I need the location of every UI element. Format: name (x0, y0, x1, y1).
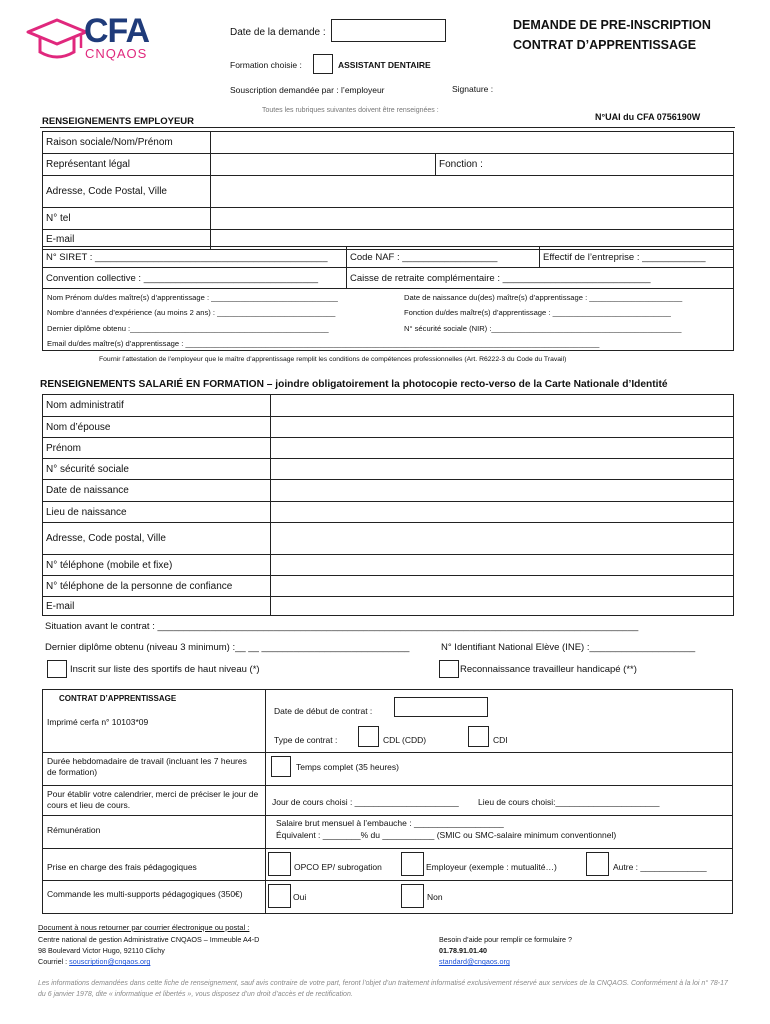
standard-link[interactable]: standard@cnqaos.org (439, 957, 510, 966)
salarie-label: E-mail (43, 597, 271, 616)
maitre-fonction[interactable]: Fonction du/des maître(s) d’apprentissage : ____________________________ (404, 308, 671, 317)
autre-checkbox[interactable] (586, 852, 609, 876)
date-debut-label: Date de début de contrat : (274, 706, 373, 716)
salarie-label: Nom administratif (43, 395, 271, 417)
employeur-checkbox[interactable] (401, 852, 424, 876)
salarie-input[interactable] (271, 555, 734, 576)
title-line2: CONTRAT D’APPRENTISSAGE (513, 38, 697, 52)
uai-number: N°UAI du CFA 0756190W (595, 112, 701, 122)
courriel-line (38, 957, 150, 966)
calendrier-label: Pour établir votre calendrier, merci de préciser le jour de cours et lieu de cours. (47, 789, 259, 810)
autre-field[interactable]: Autre : ______________ (613, 862, 707, 872)
email-label: E-mail (43, 230, 211, 250)
convention-field[interactable]: Convention collective : _________________________________ (43, 268, 347, 289)
temps-complet-checkbox[interactable] (271, 756, 291, 777)
maitre-email[interactable]: Email du/des maître(s) d’apprentissage : __________________________________________________________________________________________________ (47, 339, 600, 348)
ine-field[interactable]: N° Identifiant National Elève (INE) :____________________ (441, 642, 696, 653)
oui-label: Oui (293, 892, 307, 902)
salarie-label: N° sécurité sociale (43, 459, 271, 480)
cdi-checkbox[interactable] (468, 726, 489, 747)
salarie-input[interactable] (271, 523, 734, 555)
date-input[interactable] (331, 19, 446, 42)
type-contrat-label: Type de contrat : (274, 735, 338, 745)
diplome-field[interactable]: Dernier diplôme obtenu (niveau 3 minimum) :__ __ ____________________________ (45, 642, 410, 653)
street-address: 98 Boulevard Victor Hugo, 92110 Clichy (38, 946, 165, 955)
maitre-experience[interactable]: Nombre d’années d’expérience (au moins 2 ans) : ____________________________ (47, 308, 336, 317)
effectif-field[interactable]: Effectif de l’entreprise : ____________ (540, 247, 734, 268)
cfa-logo (26, 14, 171, 64)
notice: Toutes les rubriques suivantes doivent être renseignées : (262, 107, 439, 114)
salarie-label: Lieu de naissance (43, 502, 271, 523)
salarie-input[interactable] (271, 438, 734, 459)
employer-table-2 (42, 246, 734, 289)
contrat-title: CONTRAT D’APPRENTISSAGE (59, 694, 177, 703)
oui-checkbox[interactable] (268, 884, 291, 908)
salarie-label: N° téléphone de la personne de confiance (43, 576, 271, 597)
logo-brand: CFA (84, 12, 149, 50)
siret-field[interactable]: N° SIRET : ____________________________________________ (43, 247, 347, 268)
salaire-field[interactable]: Salaire brut mensuel à l’embauche : ___________________ (276, 818, 504, 828)
employeur-label: Employeur (exemple : mutualité…) (426, 862, 557, 872)
salarie-input[interactable] (271, 576, 734, 597)
fonction-label: Fonction : (436, 154, 734, 176)
cdi-label: CDI (493, 735, 508, 745)
attestation-note: Fournir l’attestation de l’employeur que le maître d’apprentissage remplit les conditions de compétences professionnelles (Art. R6222-3 du Code du Travail) (99, 356, 567, 363)
sportif-checkbox[interactable] (47, 660, 67, 678)
opco-label: OPCO EP/ subrogation (294, 862, 382, 872)
salarie-label: Nom d’épouse (43, 417, 271, 438)
maitre-nom[interactable]: Nom Prénom du/des maître(s) d’apprentissage : ______________________________ (47, 293, 338, 302)
formation-label: Formation choisie : (230, 60, 302, 70)
remuneration-label: Rémunération (47, 825, 101, 835)
salarie-table (42, 394, 734, 616)
salarie-input[interactable] (271, 597, 734, 616)
logo-sub: CNQAOS (85, 46, 148, 61)
naf-field[interactable]: Code NAF : __________________ (347, 247, 540, 268)
employer-section-title: RENSEIGNEMENTS EMPLOYEUR (42, 116, 195, 127)
temps-complet-label: Temps complet (35 heures) (296, 762, 399, 772)
courriel-label: Courriel : (38, 957, 70, 966)
caisse-field[interactable]: Caisse de retraite complémentaire : ____________________________ (347, 268, 734, 289)
maitre-diplome[interactable]: Dernier diplôme obtenu :_______________________________________________ (47, 324, 329, 333)
salarie-input[interactable] (271, 502, 734, 523)
cerfa-label: Imprimé cerfa n° 10103*09 (47, 717, 149, 727)
salarie-input[interactable] (271, 480, 734, 502)
salarie-label: N° téléphone (mobile et fixe) (43, 555, 271, 576)
situation-field[interactable]: Situation avant le contrat : ___________________________________________________________________________________________ (45, 621, 639, 632)
sportif-label: Inscrit sur liste des sportifs de haut niveau (*) (70, 664, 260, 675)
jour-cours-field[interactable]: Jour de cours choisi : ______________________ (272, 797, 459, 807)
salarie-label: Prénom (43, 438, 271, 459)
handicap-checkbox[interactable] (439, 660, 459, 678)
title-line1: DEMANDE DE PRE-INSCRIPTION (513, 18, 711, 32)
date-label: Date de la demande : (230, 27, 326, 38)
retour-title: Document à nous retourner par courrier électronique ou postal : (38, 923, 250, 932)
centre-address: Centre national de gestion Administrative CNQAOS – Immeuble A4-D (38, 935, 260, 944)
formation-value: ASSISTANT DENTAIRE (338, 60, 431, 70)
souscription-label: Souscription demandée par : l’employeur (230, 85, 385, 95)
salarie-label: Date de naissance (43, 480, 271, 502)
representant-input[interactable] (211, 154, 436, 176)
tel-input[interactable] (211, 208, 734, 230)
courriel-link[interactable]: souscription@cnqaos.org (69, 957, 151, 966)
salarie-section-title: RENSEIGNEMENTS SALARIÉ EN FORMATION – joindre obligatoirement la photocopie recto-verso de la Carte Nationale d’Identité (40, 379, 668, 390)
opco-checkbox[interactable] (268, 852, 291, 876)
formation-checkbox[interactable] (313, 54, 333, 74)
maitre-secu[interactable]: N° sécurité sociale (NIR) :_____________________________________________ (404, 324, 682, 333)
raison-label: Raison sociale/Nom/Prénom (43, 132, 211, 154)
legal-notice: Les informations demandées dans cette fiche de renseignement, sauf avis contraire de votre part, feront l’objet d’un traitement informatisé exclusivement réservé aux services de la CNQAOS. Conformément à la loi n° 78-17 du 6 janvier 1978, dite « informatique et libertés », vous disposez d’un droit d’accès et de rectification. (38, 980, 728, 998)
tel-label: N° tel (43, 208, 211, 230)
raison-input[interactable] (211, 132, 734, 154)
adresse-input[interactable] (211, 176, 734, 208)
salarie-input[interactable] (271, 395, 734, 417)
phone-number: 01.78.91.01.40 (439, 946, 487, 955)
salarie-input[interactable] (271, 417, 734, 438)
handicap-label: Reconnaissance travailleur handicapé (**) (460, 664, 637, 675)
non-checkbox[interactable] (401, 884, 424, 908)
lieu-cours-field[interactable]: Lieu de cours choisi:______________________ (478, 797, 660, 807)
frais-label: Prise en charge des frais pédagogiques (47, 862, 197, 872)
graduation-cap-icon (26, 14, 88, 64)
duree-label: Durée hebdomadaire de travail (incluant les 7 heures de formation) (47, 756, 247, 777)
equivalent-field[interactable]: Équivalent : ________% du ___________ (SMIC ou SMC-salaire minimum conventionnel) (276, 830, 617, 840)
multisupport-label: Commande les multi-supports pédagogiques (350€) (47, 889, 243, 899)
representant-label: Représentant légal (43, 154, 211, 176)
cdd-checkbox[interactable] (358, 726, 379, 747)
cdd-label: CDL (CDD) (383, 735, 427, 745)
salarie-label: Adresse, Code postal, Ville (43, 523, 271, 555)
aide-text: Besoin d’aide pour remplir ce formulaire ? (439, 935, 573, 944)
non-label: Non (427, 892, 443, 902)
maitre-naissance[interactable]: Date de naissance du(des) maître(s) d’apprentissage : ______________________ (404, 293, 683, 302)
signature-label: Signature : (452, 84, 494, 94)
date-debut-input[interactable] (394, 697, 488, 717)
employer-table (42, 131, 734, 250)
adresse-label: Adresse, Code Postal, Ville (43, 176, 211, 208)
salarie-input[interactable] (271, 459, 734, 480)
